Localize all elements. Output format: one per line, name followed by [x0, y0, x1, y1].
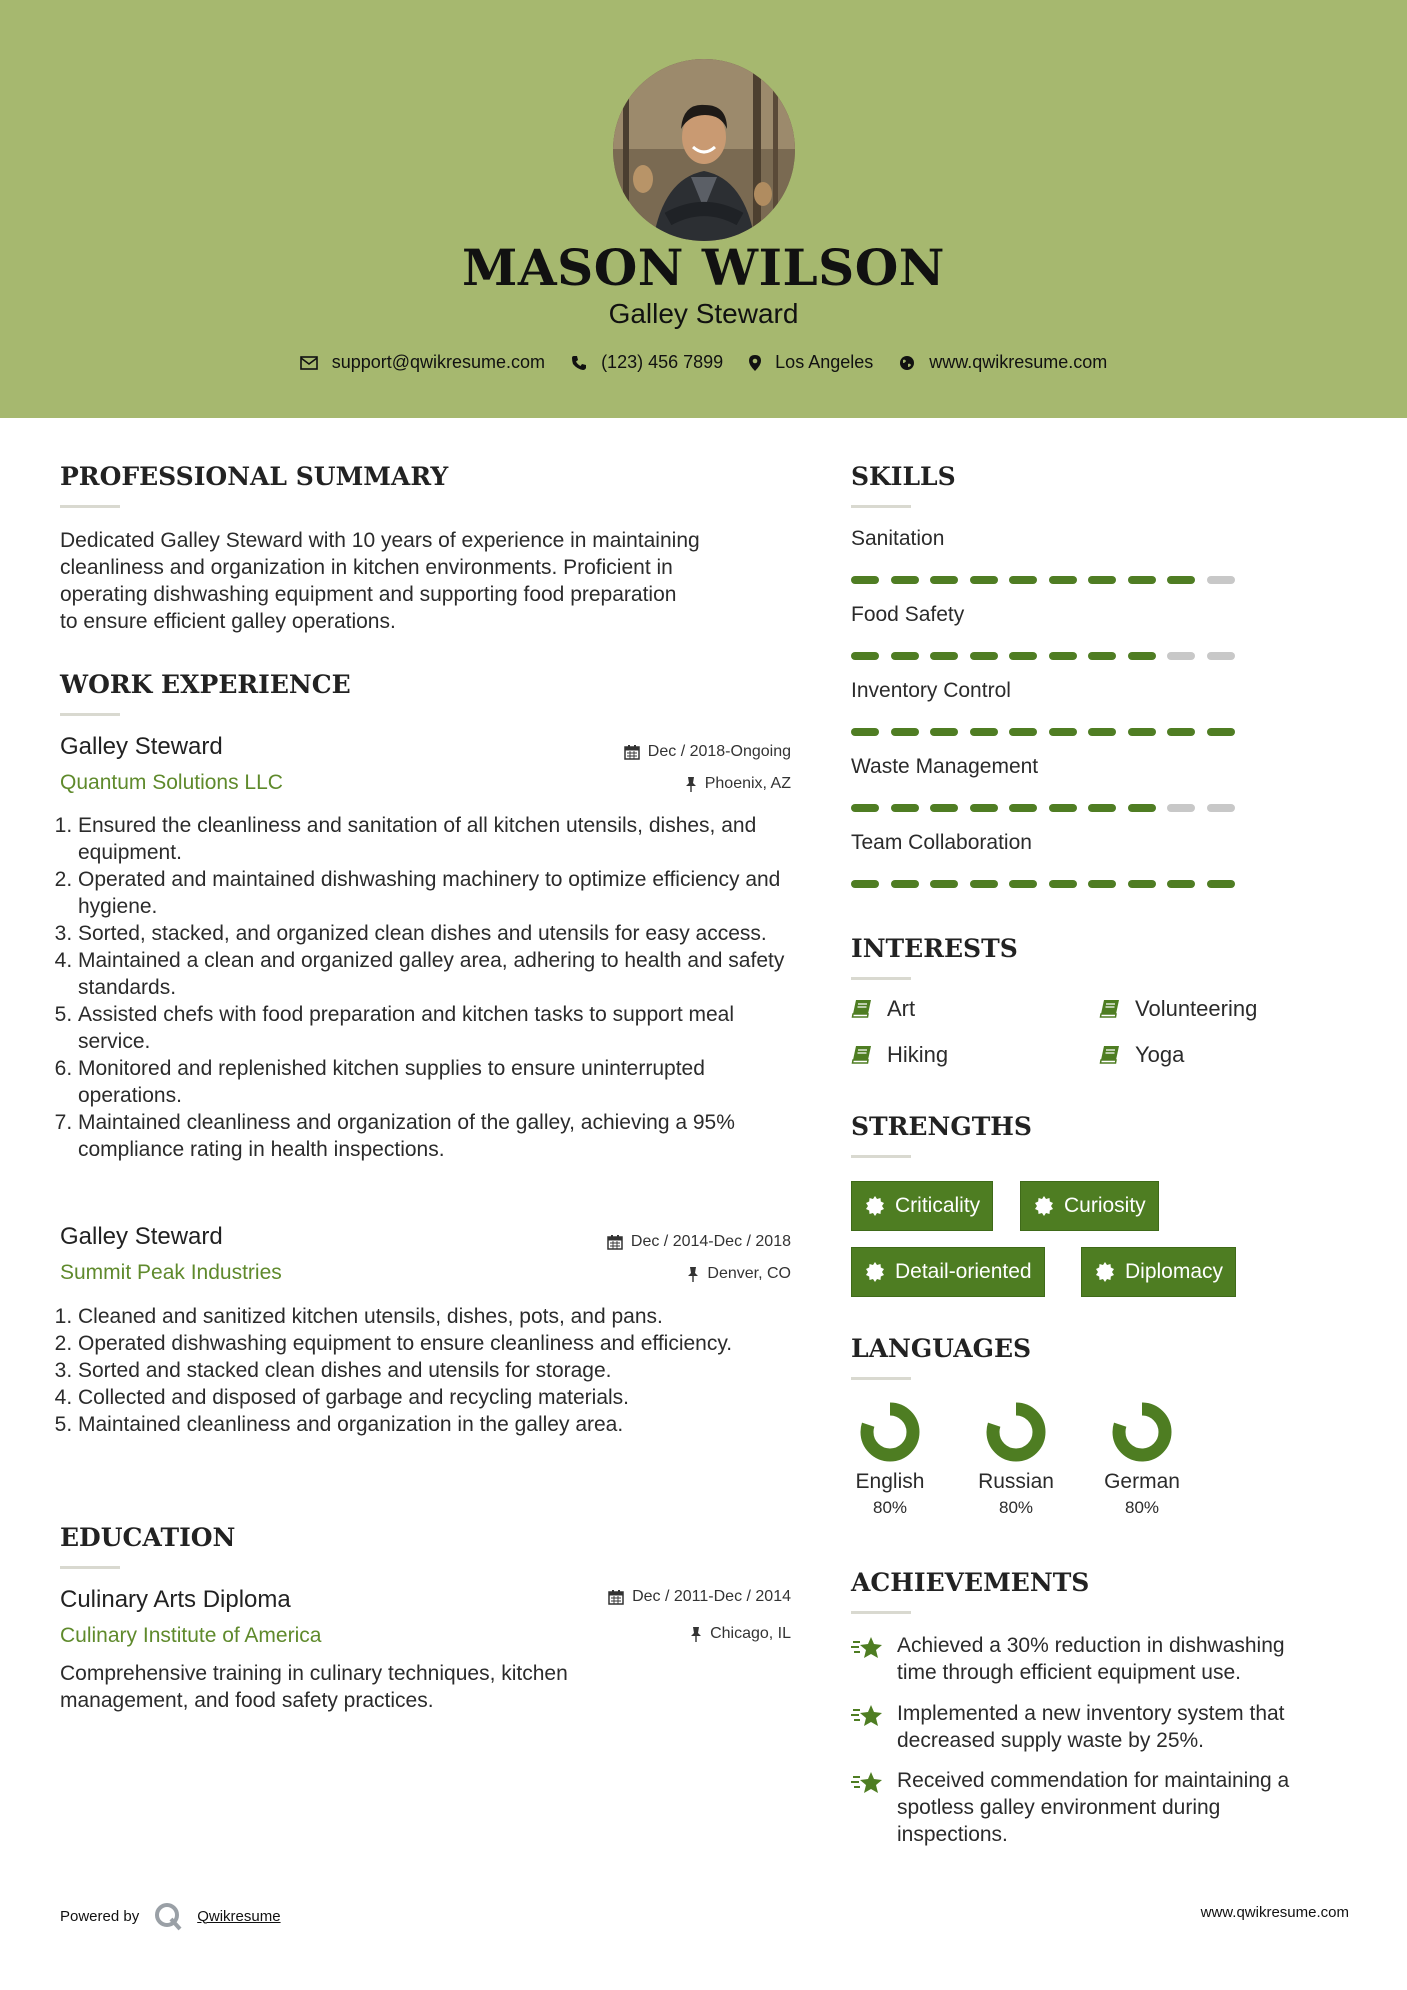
summary-heading: PROFESSIONAL SUMMARY [60, 462, 449, 491]
education-underline [60, 1566, 120, 1569]
list-item: 2. Operated dishwashing equipment to ensure cleanliness and efficiency. [78, 1330, 800, 1357]
skill-rating-bar [851, 576, 1246, 584]
list-item: 3. Sorted, stacked, and organized clean dishes and utensils for easy access. [78, 920, 800, 947]
contact-website[interactable] [899, 352, 1107, 373]
powered-by-text: Powered by [60, 1907, 140, 1925]
candidate-title: Galley Steward [608, 298, 799, 329]
job-1-dates-text: Dec / 2018-Ongoing [647, 743, 791, 760]
education-dates [608, 1588, 791, 1606]
achievement-text [897, 1632, 1285, 1686]
skill-dot-filled [851, 576, 879, 584]
skill-label: Team Collaboration [851, 831, 1032, 854]
skill-dot-filled [930, 804, 958, 812]
list-item: 5. Assisted chefs with food preparation and kitchen tasks to support meal service. [78, 1001, 800, 1055]
skill-dot-filled [1049, 652, 1077, 660]
star-award-icon [851, 1702, 883, 1730]
candidate-name: MASON WILSON [462, 238, 945, 297]
contact-email-text: support@qwikresume.com [331, 352, 546, 372]
skill-rating-bar [851, 804, 1246, 812]
strengths-heading: STRENGTHS [851, 1112, 1032, 1141]
achievement-line: Received commendation for maintaining a [897, 1769, 1290, 1792]
skill-dot-filled [970, 576, 998, 584]
interest-item-volunteering [1099, 996, 1257, 1022]
skill-dot-filled [891, 652, 919, 660]
footer-powered-by [60, 1901, 281, 1931]
job-1-dates [624, 743, 791, 761]
achievement-text [897, 1767, 1289, 1848]
book-icon [1099, 999, 1121, 1019]
job-1-company: Quantum Solutions LLC [60, 771, 283, 794]
education-school: Culinary Institute of America [60, 1624, 322, 1647]
job-2-bullets [60, 1303, 800, 1438]
skill-dot-filled [1009, 804, 1037, 812]
skill-rating-bar [851, 652, 1246, 660]
list-item: 1. Cleaned and sanitized kitchen utensils, dishes, pots, and pans. [78, 1303, 800, 1330]
achievement-line: inspections. [897, 1823, 1008, 1846]
education-heading: EDUCATION [60, 1523, 236, 1552]
achievement-item [851, 1700, 1371, 1754]
calendar-icon [607, 1234, 623, 1250]
skill-dot-filled [1049, 576, 1077, 584]
education-degree: Culinary Arts Diploma [60, 1586, 291, 1613]
job-1-title: Galley Steward [60, 733, 223, 760]
contact-location-text: Los Angeles [775, 352, 874, 372]
achievements-underline [851, 1611, 911, 1614]
skill-label: Waste Management [851, 755, 1039, 778]
language-name: Russian [978, 1470, 1054, 1493]
skill-dot-filled [930, 576, 958, 584]
achievement-line: spotless galley environment during [897, 1796, 1221, 1819]
skill-dot-empty [1167, 804, 1195, 812]
contact-location [749, 352, 873, 373]
gear-badge-icon [1034, 1196, 1054, 1216]
achievements-heading: ACHIEVEMENTS [851, 1568, 1090, 1597]
pushpin-icon [687, 1266, 699, 1282]
education-description [60, 1660, 800, 1714]
skill-label: Sanitation [851, 527, 945, 550]
education-location-text: Chicago, IL [710, 1625, 791, 1642]
summary-line: Dedicated Galley Steward with 10 years of experience in maintaining [60, 529, 700, 552]
skill-dot-filled [1167, 576, 1195, 584]
skill-dot-filled [970, 880, 998, 888]
strength-label: Diplomacy [1125, 1260, 1224, 1283]
gear-badge-icon [1095, 1262, 1115, 1282]
phone-icon [571, 355, 587, 371]
skill-dot-filled [1088, 652, 1116, 660]
job-1-location [685, 775, 791, 793]
skill-dot-filled [1128, 728, 1156, 736]
skill-dot-filled [1128, 652, 1156, 660]
envelope-icon [300, 356, 318, 370]
skill-dot-empty [1167, 652, 1195, 660]
list-item: 6. Monitored and replenished kitchen supplies to ensure uninterrupted operations. [78, 1055, 800, 1109]
job-2-location [687, 1265, 791, 1283]
education-line: Comprehensive training in culinary techniques, kitchen [60, 1662, 568, 1685]
skill-dot-filled [1088, 804, 1116, 812]
star-award-icon [851, 1769, 883, 1797]
education-dates-text: Dec / 2011-Dec / 2014 [632, 1588, 791, 1605]
interests-underline [851, 977, 911, 980]
contact-phone-text: (123) 456 7899 [601, 352, 724, 372]
strength-tag-detail-oriented [851, 1247, 1045, 1297]
language-progress-ring [984, 1400, 1048, 1464]
language-item [1092, 1400, 1192, 1518]
list-item: 5. Maintained cleanliness and organization in the galley area. [78, 1411, 800, 1438]
star-award-icon [851, 1634, 883, 1662]
language-item [840, 1400, 940, 1518]
interest-item-yoga [1099, 1042, 1184, 1068]
experience-underline [60, 713, 120, 716]
calendar-icon [608, 1589, 624, 1605]
list-item: 3. Sorted and stacked clean dishes and utensils for storage. [78, 1357, 800, 1384]
summary-line: cleanliness and organization in kitchen environments. Proficient in [60, 556, 673, 579]
skill-rating-bar [851, 728, 1246, 736]
pushpin-icon [690, 1626, 702, 1642]
summary-line: to ensure efficient galley operations. [60, 610, 396, 633]
strength-tag-curiosity [1020, 1181, 1159, 1231]
profile-photo [613, 59, 795, 241]
language-name: English [855, 1470, 925, 1493]
list-item: 7. Maintained cleanliness and organization of the galley, achieving a 95% compliance rating in health inspections. [78, 1109, 800, 1163]
job-2-location-text: Denver, CO [707, 1265, 791, 1282]
interest-item-hiking [851, 1042, 948, 1068]
education-location [690, 1625, 791, 1643]
skill-dot-filled [970, 728, 998, 736]
footer-website[interactable]: www.qwikresume.com [1200, 1904, 1349, 1921]
skill-dot-filled [1049, 804, 1077, 812]
skill-dot-empty [1207, 804, 1235, 812]
language-name: German [1104, 1470, 1180, 1493]
strength-label: Curiosity [1064, 1194, 1146, 1217]
skill-dot-filled [891, 880, 919, 888]
skill-dot-filled [1207, 728, 1235, 736]
contact-phone[interactable] [571, 352, 723, 373]
skill-dot-filled [1049, 728, 1077, 736]
skill-dot-filled [891, 576, 919, 584]
book-icon [1099, 1045, 1121, 1065]
skill-dot-filled [1088, 728, 1116, 736]
languages-heading: LANGUAGES [851, 1334, 1032, 1363]
skill-dot-filled [891, 728, 919, 736]
list-item: 4. Maintained a clean and organized galley area, adhering to health and safety standards. [78, 947, 800, 1001]
interest-label: Yoga [1135, 1042, 1185, 1067]
skill-dot-filled [851, 880, 879, 888]
skills-underline [851, 505, 911, 508]
experience-heading: WORK EXPERIENCE [60, 670, 351, 699]
skill-dot-filled [1009, 576, 1037, 584]
skill-rating-bar [851, 880, 1246, 888]
skill-dot-filled [970, 652, 998, 660]
calendar-icon [624, 744, 640, 760]
achievement-line: decreased supply waste by 25%. [897, 1729, 1205, 1752]
pushpin-icon [685, 776, 697, 792]
skill-dot-filled [1207, 880, 1235, 888]
strength-label: Criticality [895, 1194, 981, 1217]
interests-heading: INTERESTS [851, 934, 1018, 963]
job-1-bullets [60, 812, 800, 1163]
job-2-dates-text: Dec / 2014-Dec / 2018 [630, 1233, 791, 1250]
job-2-dates [607, 1233, 791, 1251]
summary-text [60, 527, 800, 635]
skill-dot-filled [1128, 804, 1156, 812]
strength-tag-criticality [851, 1181, 993, 1231]
achievement-item [851, 1632, 1371, 1686]
skill-dot-filled [1128, 880, 1156, 888]
list-item: 1. Ensured the cleanliness and sanitation of all kitchen utensils, dishes, and equipment. [78, 812, 800, 866]
achievement-line: Achieved a 30% reduction in dishwashing [897, 1634, 1285, 1657]
skill-dot-filled [1167, 728, 1195, 736]
gear-badge-icon [865, 1262, 885, 1282]
skills-heading: SKILLS [851, 462, 956, 491]
contact-email[interactable] [300, 352, 545, 373]
achievement-item [851, 1767, 1371, 1848]
language-progress-ring [858, 1400, 922, 1464]
skill-dot-filled [930, 728, 958, 736]
resume-header [0, 0, 1407, 418]
job-2-company: Summit Peak Industries [60, 1261, 282, 1284]
skill-label: Food Safety [851, 603, 965, 626]
language-progress-ring [1110, 1400, 1174, 1464]
achievement-line: time through efficient equipment use. [897, 1661, 1241, 1684]
languages-underline [851, 1377, 911, 1380]
map-pin-icon [749, 355, 761, 371]
globe-icon [899, 355, 915, 371]
strength-label: Detail-oriented [895, 1260, 1032, 1283]
skill-dot-filled [1088, 576, 1116, 584]
skill-dot-filled [1088, 880, 1116, 888]
list-item: 2. Operated and maintained dishwashing machinery to optimize efficiency and hygiene. [78, 866, 800, 920]
book-icon [851, 1045, 873, 1065]
skill-dot-filled [851, 804, 879, 812]
skill-dot-filled [1167, 880, 1195, 888]
interest-item-art [851, 996, 915, 1022]
summary-line: operating dishwashing equipment and supporting food preparation [60, 583, 677, 606]
skill-dot-filled [1009, 880, 1037, 888]
skill-dot-filled [891, 804, 919, 812]
strength-tag-diplomacy [1081, 1247, 1236, 1297]
interest-label: Hiking [887, 1042, 949, 1067]
language-percent: 80% [872, 1498, 908, 1517]
contact-bar [0, 352, 1407, 373]
language-item [966, 1400, 1066, 1518]
gear-badge-icon [865, 1196, 885, 1216]
skill-dot-filled [930, 880, 958, 888]
skill-dot-empty [1207, 652, 1235, 660]
skill-dot-filled [851, 652, 879, 660]
interest-label: Volunteering [1135, 996, 1258, 1021]
book-icon [851, 999, 873, 1019]
skill-dot-filled [1009, 728, 1037, 736]
qwikresume-link[interactable]: Qwikresume [197, 1907, 281, 1925]
achievement-line: Implemented a new inventory system that [897, 1702, 1285, 1725]
education-line: management, and food safety practices. [60, 1689, 434, 1712]
strengths-underline [851, 1155, 911, 1158]
qwikresume-logo-icon [153, 1901, 183, 1931]
profile-photo-image [613, 59, 795, 241]
skill-dot-filled [1009, 652, 1037, 660]
summary-underline [60, 505, 120, 508]
skill-dot-filled [930, 652, 958, 660]
job-2-title: Galley Steward [60, 1223, 223, 1250]
interest-label: Art [887, 996, 916, 1021]
language-percent: 80% [998, 1498, 1034, 1517]
skill-dot-filled [1128, 576, 1156, 584]
skill-dot-filled [970, 804, 998, 812]
skill-dot-filled [851, 728, 879, 736]
list-item: 4. Collected and disposed of garbage and recycling materials. [78, 1384, 800, 1411]
skill-label: Inventory Control [851, 679, 1011, 702]
contact-website-text: www.qwikresume.com [929, 352, 1108, 372]
skill-dot-filled [1049, 880, 1077, 888]
achievement-text [897, 1700, 1285, 1754]
skill-dot-empty [1207, 576, 1235, 584]
language-percent: 80% [1124, 1498, 1160, 1517]
job-1-location-text: Phoenix, AZ [704, 775, 791, 792]
